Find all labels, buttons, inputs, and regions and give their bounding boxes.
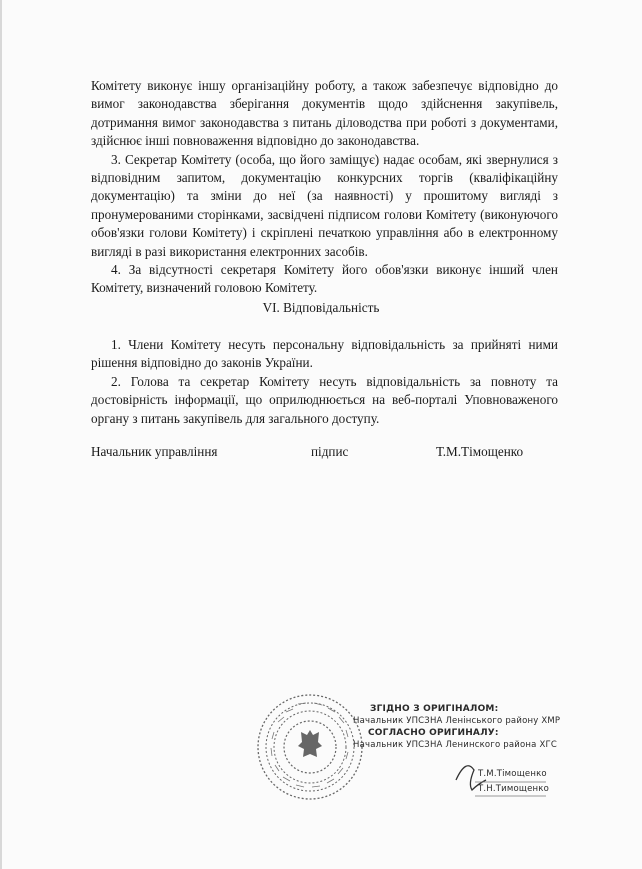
paragraph-continuation: Комітету виконує іншу організаційну роботу, а також забезпечує відповідно до вимог законодавства зберігання документів щодо здійснення закупівель, дотримання вимог законодавства з питань діловодства при роботі з документами, здійснює інші повноваження відповідно до законодавства. [91, 78, 558, 149]
paragraph-4: 4. За відсутності секретаря Комітету його обов'язки виконує інший член Комітету, визначений головою Комітету. [91, 262, 558, 296]
responsibility-paragraph-1: 1. Члени Комітету несуть персональну відповідальність за прийняті ними рішення відповідно до законів України. [91, 337, 558, 371]
cert-name-ua: Т.М.Тімощенко [478, 769, 547, 779]
cert-line-4: Начальник УПСЗНА Ленинского района ХГС [353, 740, 558, 750]
body-text-bottom [91, 336, 558, 428]
certification-stamp [250, 682, 561, 812]
signature-name: Т.М.Тімощенко [436, 444, 524, 459]
section-heading: VI. Відповідальність [262, 300, 380, 315]
cert-line-3: СОГЛАСНО ОРИГИНАЛУ: [368, 728, 499, 738]
signature-label: підпис [311, 444, 349, 459]
body-text-top [91, 77, 558, 298]
paragraph-3: 3. Секретар Комітету (особа, що його заміщує) надає особам, які звернулися з відповідним запитом, документацію конкурсних торгів (кваліфікаційну документацію) та зміни до неї (за наявності) у прошитому вигляді з пронумерованими сторінками, засвідчені підписом голови Комітету (виконуючого обов'язки голови Комітету) і скріплені печаткою управління або в електронному вигляді в разі використання електронних засобів. [91, 151, 558, 259]
signature-position: Начальник управління [91, 444, 218, 459]
responsibility-paragraph-2: 2. Голова та секретар Комітету несуть відповідальність за повноту та достовірність інформації, що оприлюднюється на веб-порталі Уповноваженого органу з питань закупівель для загального доступу. [91, 373, 558, 426]
cert-line-2: Начальник УПСЗНА Ленінського району ХМР [353, 716, 561, 726]
cert-line-1: ЗГІДНО З ОРИГІНАЛОМ: [370, 704, 499, 714]
cert-name-ru: Т.Н.Тимощенко [478, 784, 550, 794]
